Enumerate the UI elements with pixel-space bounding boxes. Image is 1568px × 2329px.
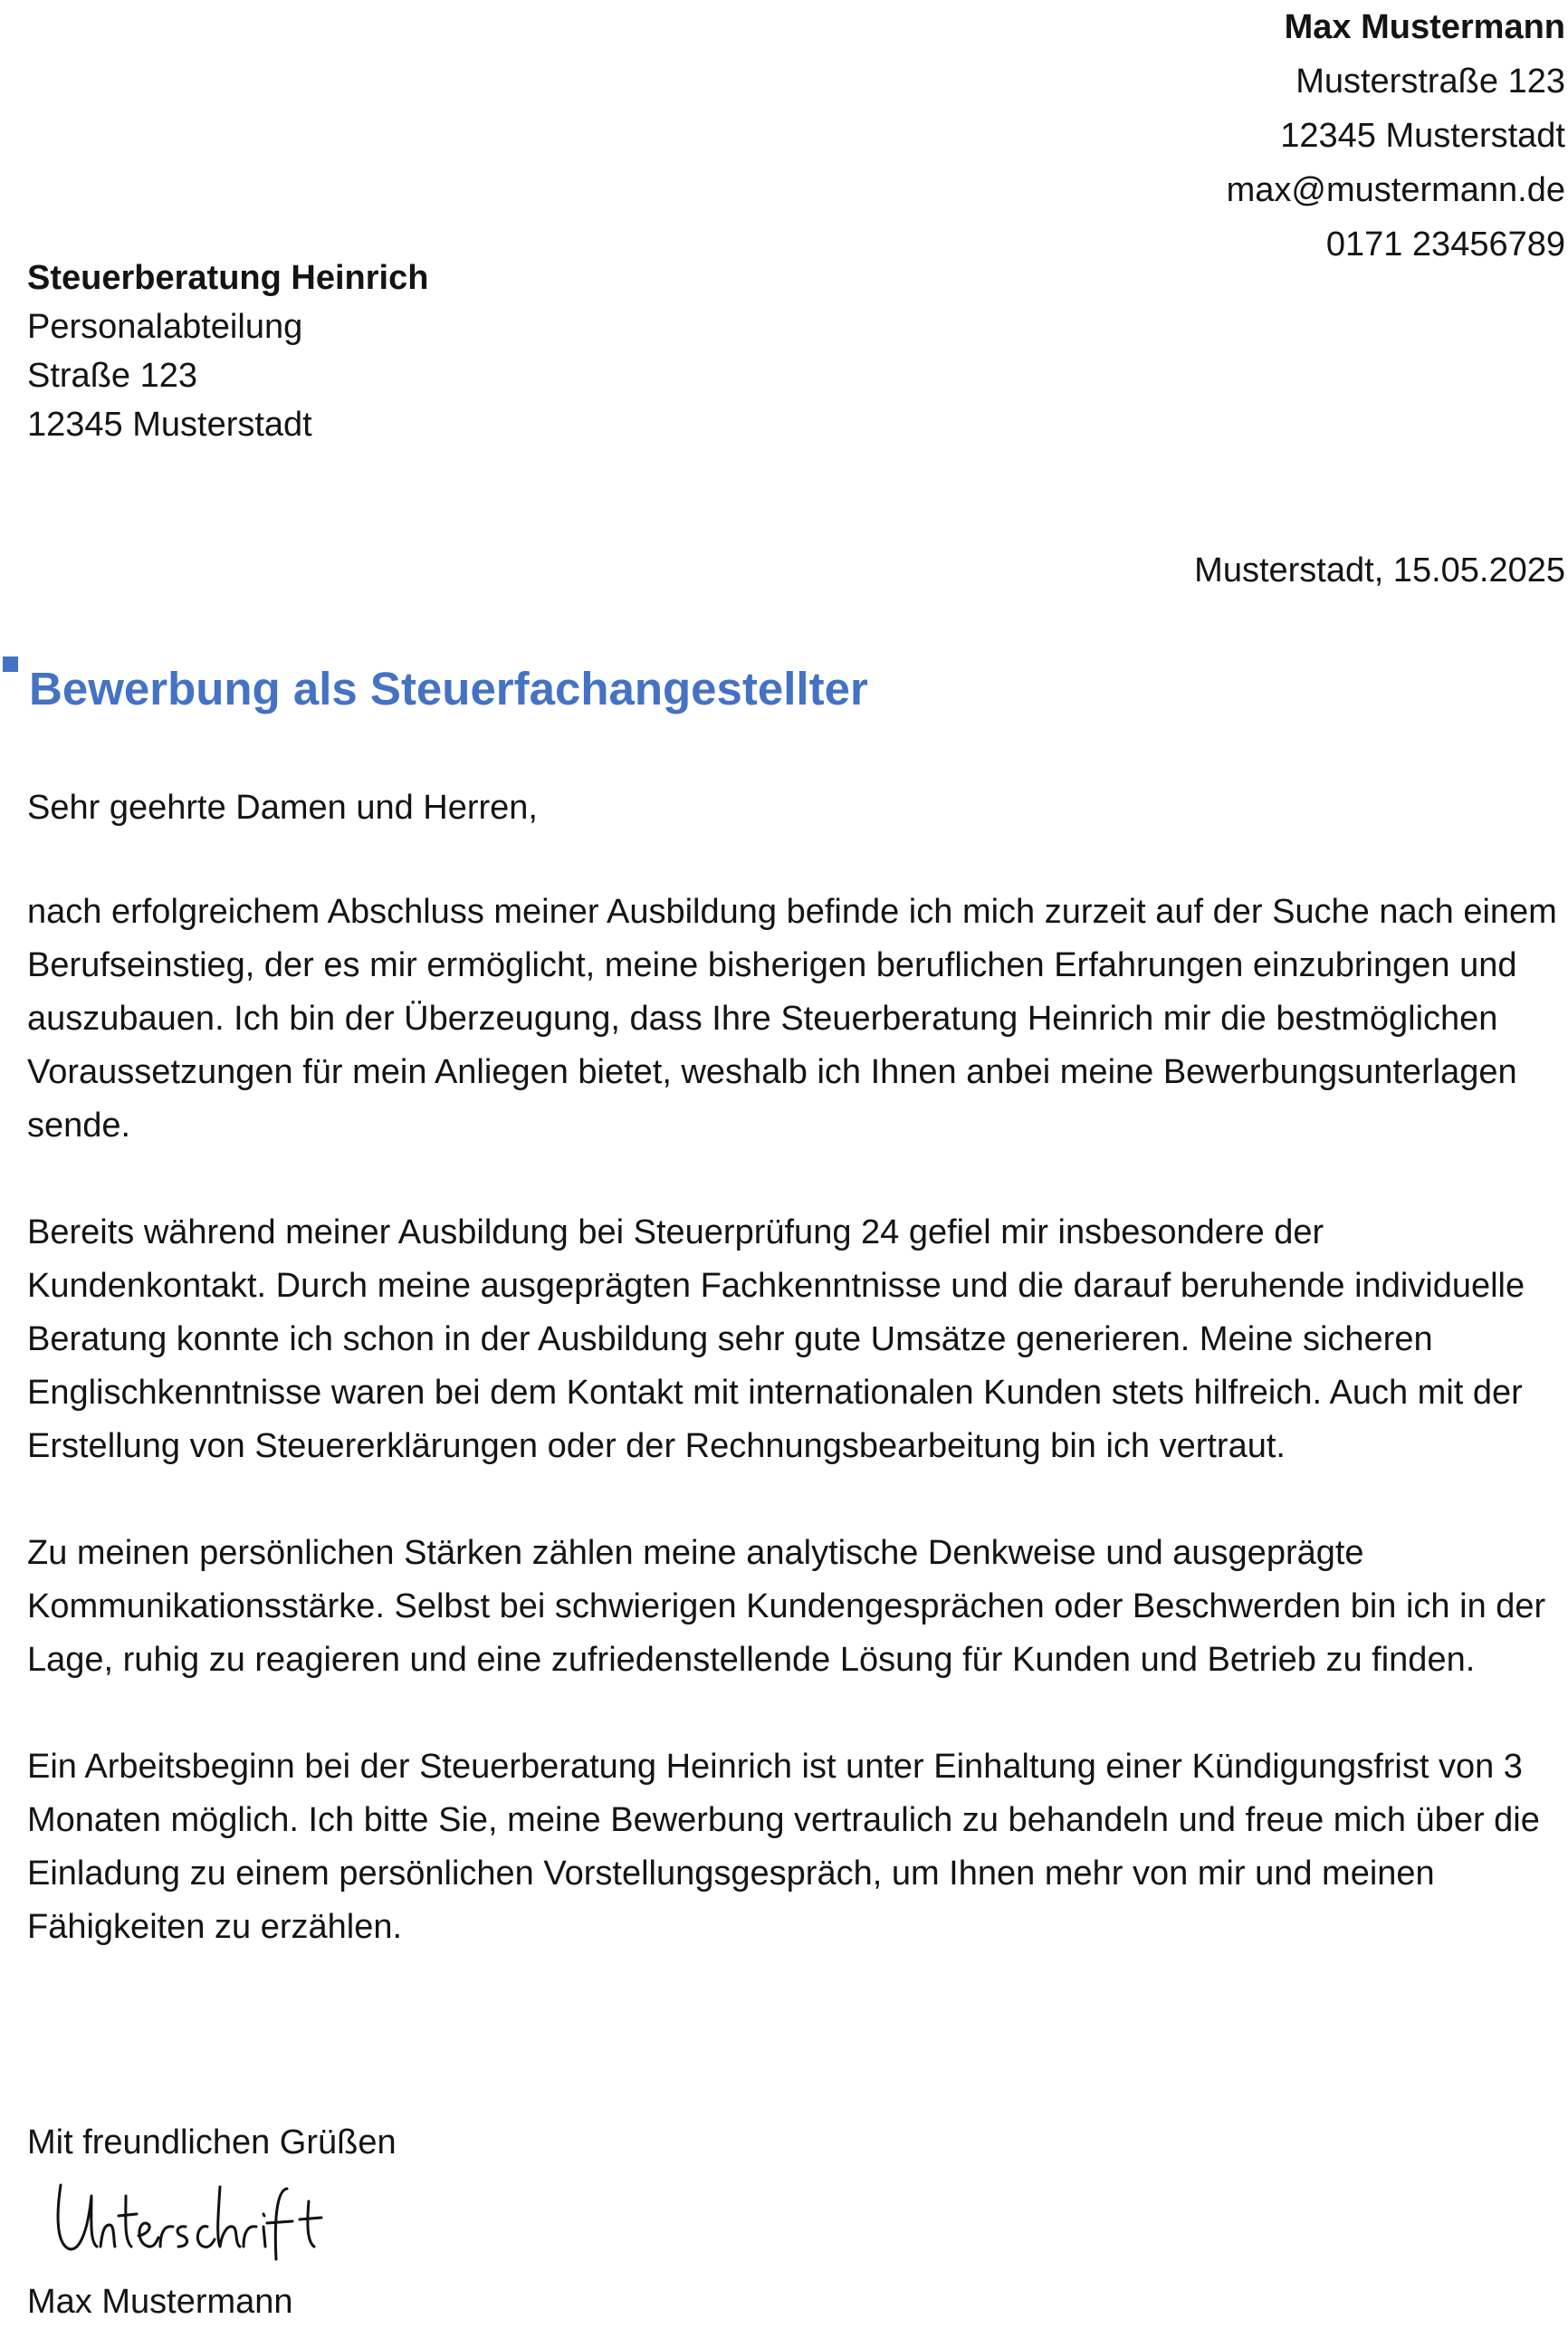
body-paragraph-3: Zu meinen persönlichen Stärken zählen meine analytische Denkweise und ausgeprägte Kommunikationsstärke. Selbst bei schwierigen Kundengesprächen oder Beschwerden bin ich in der Lage, ruhig zu reagieren und eine zufriedenstellende Lösung für Kunden und Betrieb zu finden. bbox=[27, 1534, 1546, 1679]
date-line: Musterstadt, 15.05.2025 bbox=[1194, 551, 1565, 589]
letter-body bbox=[27, 886, 1566, 2008]
closing-line: Mit freundlichen Grüßen bbox=[27, 2123, 397, 2161]
body-paragraph-1: nach erfolgreichem Abschluss meiner Ausbildung befinde ich mich zurzeit auf der Suche nach einem Berufseinstieg, der es mir ermöglicht, meine bisherigen beruflichen Erfahrungen einzubringen und auszubauen. Ich bin der Überzeugung, dass Ihre Steuerberatung Heinrich mir die bestmöglichen Voraussetzungen für mein Anliegen bietet, weshalb ich Ihnen anbei meine Bewerbungsunterlagen sende. bbox=[27, 893, 1557, 1145]
handwritten-signature bbox=[50, 2169, 349, 2268]
recipient-company: Steuerberatung Heinrich bbox=[27, 259, 429, 297]
subject-marker bbox=[3, 657, 18, 672]
salutation: Sehr geehrte Damen und Herren, bbox=[27, 789, 538, 827]
body-paragraph-2: Bereits während meiner Ausbildung bei Steuerprüfung 24 gefiel mir insbesondere der Kundenkontakt. Durch meine ausgeprägten Fachkenntnisse und die darauf beruhende individuelle Beratung konnte ich schon in der Ausbildung sehr gute Umsätze generieren. Meine sicheren Englischkenntnisse waren bei dem Kontakt mit internationalen Kunden stets hilfreich. Auch mit der Erstellung von Steuererklärungen oder der Rechnungsbearbeitung bin ich vertraut. bbox=[27, 1213, 1525, 1465]
recipient-department: Personalabteilung bbox=[27, 308, 303, 346]
sender-city: 12345 Musterstadt bbox=[1280, 117, 1565, 155]
sender-street: Musterstraße 123 bbox=[1296, 62, 1565, 101]
signer-name: Max Mustermann bbox=[27, 2283, 293, 2321]
recipient-block bbox=[27, 254, 428, 449]
sender-block bbox=[751, 0, 1565, 272]
body-paragraph-4: Ein Arbeitsbeginn bei der Steuerberatung Heinrich ist unter Einhaltung einer Kündigungsfrist von 3 Monaten möglich. Ich bitte Sie, meine Bewerbung vertraulich zu behandeln und freue mich über die Einladung zu einem persönlichen Vorstellungsgespräch, um Ihnen mehr von mir und meinen Fähigkeiten zu erzählen. bbox=[27, 1748, 1540, 1946]
recipient-street: Straße 123 bbox=[27, 357, 197, 395]
subject-heading: Bewerbung als Steuerfachangestellter bbox=[29, 663, 868, 714]
recipient-city: 12345 Musterstadt bbox=[27, 406, 312, 444]
sender-email[interactable]: max@mustermann.de bbox=[1226, 171, 1565, 209]
sender-name: Max Mustermann bbox=[1284, 8, 1565, 46]
sender-phone: 0171 23456789 bbox=[1325, 225, 1565, 264]
